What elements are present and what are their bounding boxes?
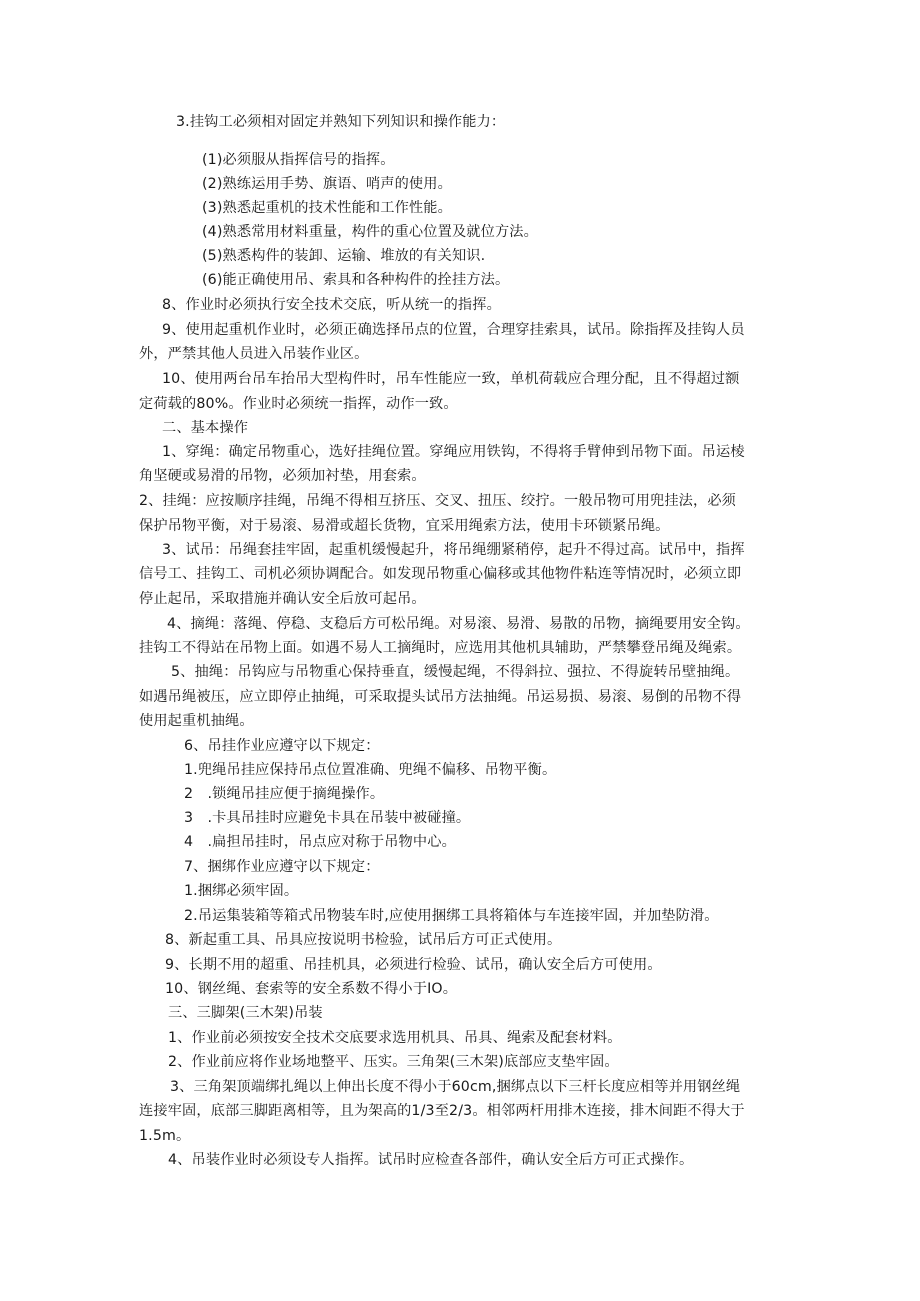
text-line-hanging: 2、挂绳：应按顺序挂绳，吊绳不得相互挤压、交叉、扭压、绞拧。一般吊物可用兜挂法，必须	[139, 493, 737, 509]
text-line-rule-6: 6、吊挂作业应遵守以下规定：	[184, 738, 380, 754]
text-line-threading: 1、穿绳：确定吊物重心，选好挂绳位置。穿绳应用铁钩，不得将手臂伸到吊物下面。吊运棱	[162, 444, 745, 460]
text-line-threading-cont: 角坚硬或易滑的吊物，必须加衬垫，用套索。	[139, 468, 426, 484]
text-line-tripod-4: 4、吊装作业时必须设专人指挥。试吊时应检查各部件，确认安全后方可正式操作。	[168, 1152, 694, 1168]
text-line-rule-6-3: 3 .卡具吊挂时应避免卡具在吊装中被碰撞。	[184, 810, 471, 826]
text-line-rule-8: 8、作业时必须执行安全技术交底，听从统一的指挥。	[162, 297, 501, 313]
text-line-tripod-3: 3、三角架顶端绑扎绳以上伸出长度不得小于60cm,捆绑点以下三杆长度应相等并用钢丝绳	[170, 1079, 741, 1095]
text-line-item-5: (5)熟悉构件的装卸、运输、堆放的有关知识.	[202, 248, 486, 264]
text-line-rule-6-2: 2 .锁绳吊挂应便于摘绳操作。	[184, 786, 385, 802]
text-line-rule-10b: 10、钢丝绳、套索等的安全系数不得小于IO。	[165, 981, 458, 997]
text-line-pulling: 5、抽绳：吊钩应与吊物重心保持垂直，缓慢起绳，不得斜拉、强拉、不得旋转吊壁抽绳。	[171, 664, 740, 680]
text-line-rule-9b: 9、长期不用的超重、吊挂机具，必须进行检验、试吊，确认安全后方可使用。	[165, 957, 662, 973]
text-line-heading-3: 3.挂钩工必须相对固定并熟知下列知识和操作能力：	[176, 114, 506, 130]
text-line-test-lift-cont-2: 停止起吊，采取措施并确认安全后放可起吊。	[139, 591, 426, 607]
text-line-unhooking: 4、摘绳：落绳、停稳、支稳后方可松吊绳。对易滚、易滑、易散的吊物，摘绳要用安全钩。	[167, 616, 750, 632]
section-heading-basic-operation: 二、基本操作	[162, 420, 249, 436]
text-line-rule-6-4: 4 .扁担吊挂时，吊点应对称于吊物中心。	[184, 834, 456, 850]
text-line-rule-9-cont: 外，严禁其他人员进入吊装作业区。	[139, 346, 369, 362]
text-line-item-2: (2)熟练运用手势、旗语、哨声的使用。	[202, 176, 452, 192]
text-line-item-4: (4)熟悉常用材料重量，构件的重心位置及就位方法。	[202, 224, 538, 240]
section-heading-tripod: 三、三脚架(三木架)吊装	[168, 1005, 323, 1021]
text-line-test-lift-cont-1: 信号工、挂钩工、司机必须协调配合。如发现吊物重心偏移或其他物件粘连等情况时，必须立即	[139, 566, 742, 582]
text-line-rule-10-cont: 定荷载的80%。作业时必须统一指挥，动作一致。	[139, 396, 458, 412]
text-line-pulling-cont-2: 使用起重机抽绳。	[139, 713, 254, 729]
text-line-item-3: (3)熟悉起重机的技术性能和工作性能。	[202, 200, 452, 216]
text-line-tripod-3-end: 1.5m。	[139, 1128, 191, 1144]
text-line-hanging-cont: 保护吊物平衡，对于易滚、易滑或超长货物，宜采用绳索方法，使用卡环锁紧吊绳。	[139, 518, 670, 534]
text-line-unhooking-cont: 挂钩工不得站在吊物上面。如遇不易人工摘绳时，应选用其他机具辅助，严禁攀登吊绳及绳索。	[139, 640, 742, 656]
text-line-tripod-3-cont: 连接牢固，底部三脚距离相等，且为架高的1/3至2/3。相邻两杆用排木连接，排木间距不得大于	[139, 1103, 745, 1119]
text-line-pulling-cont-1: 如遇吊绳被压，应立即停止抽绳，可采取提头试吊方法抽绳。吊运易损、易滚、易倒的吊物不得	[139, 689, 742, 705]
text-line-rule-9: 9、使用起重机作业时，必须正确选择吊点的位置，合理穿挂索具，试吊。除指挥及挂钩人员	[162, 322, 745, 338]
text-line-rule-8b: 8、新起重工具、吊具应按说明书检验，试吊后方可正式使用。	[165, 932, 562, 948]
text-line-rule-7: 7、捆绑作业应遵守以下规定：	[184, 859, 380, 875]
text-line-item-1: (1)必须服从指挥信号的指挥。	[202, 152, 395, 168]
text-line-tripod-1: 1、作业前必须按安全技术交底要求选用机具、吊具、绳索及配套材料。	[168, 1030, 622, 1046]
text-line-test-lift: 3、试吊：吊绳套挂牢固，起重机缓慢起升，将吊绳绷紧稍停，起升不得过高。试吊中，指挥	[162, 542, 745, 558]
text-line-rule-10: 10、使用两台吊车抬吊大型构件时，吊车性能应一致，单机荷载应合理分配，且不得超过额	[162, 371, 740, 387]
text-line-rule-7-1: 1.捆绑必须牢固。	[184, 883, 299, 899]
text-line-rule-7-2: 2.吊运集装箱等箱式吊物装车时,应使用捆绑工具将箱体与车连接牢固，并加垫防滑。	[184, 908, 719, 924]
text-line-rule-6-1: 1.兜绳吊挂应保持吊点位置准确、兜绳不偏移、吊物平衡。	[184, 762, 557, 778]
text-line-item-6: (6)能正确使用吊、索具和各种构件的拴挂方法。	[202, 272, 510, 288]
text-line-tripod-2: 2、作业前应将作业场地整平、压实。三角架(三木架)底部应支垫牢固。	[168, 1054, 619, 1070]
